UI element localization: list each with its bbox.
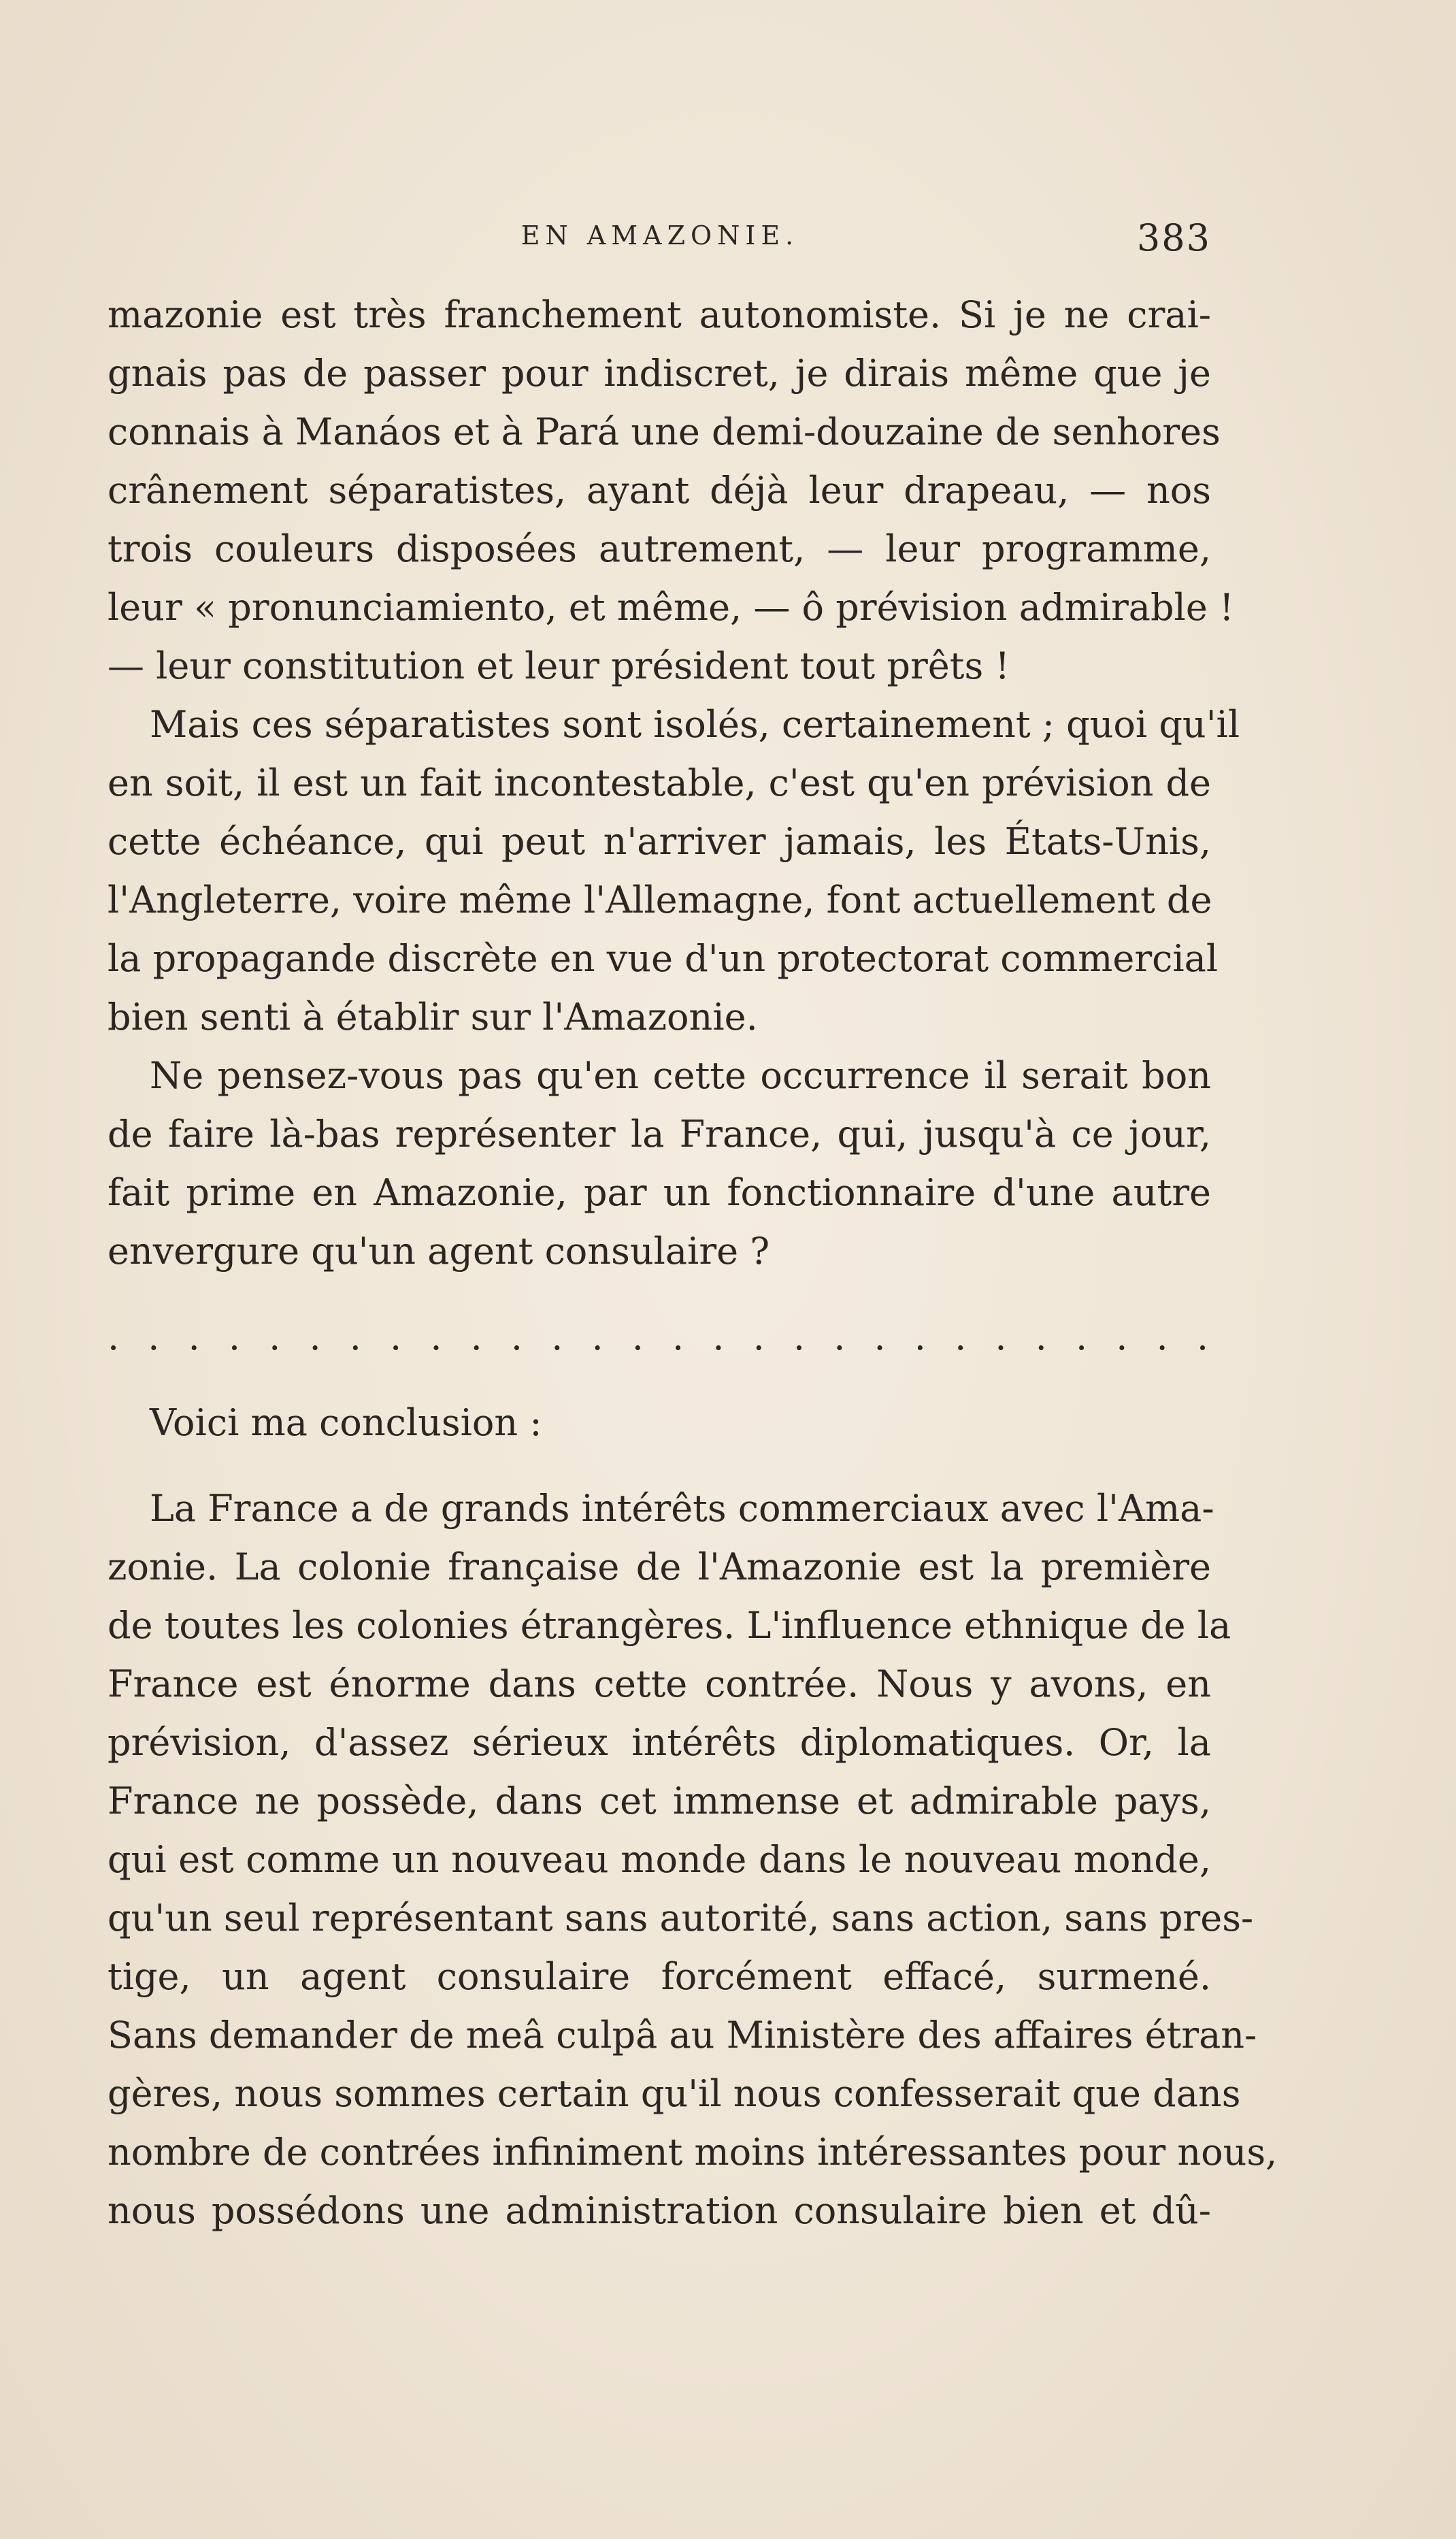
text-line: bien senti à établir sur l'Amazonie. [107,996,758,1038]
text-line: la propagande discrète en vue d'un protectorat commercial [107,937,1219,980]
text-line: mazonie est très franchement autonomiste. Si je ne crai- [107,293,1211,336]
spacer [107,1366,1211,1394]
text-line: gnais pas de passer pour indiscret, je dirais même que je [107,352,1211,395]
text-line: l'Angleterre, voire même l'Allemagne, font actuellement de [107,879,1212,921]
text-line: qui est comme un nouveau monde dans le nouveau monde, [107,1838,1211,1881]
page-header [109,216,1211,257]
text-line: — leur constitution et leur président tout prêts ! [107,644,1010,687]
running-head: EN AMAZONIE. [520,220,799,250]
text-line: La France a de grands intérêts commerciaux avec l'Ama- [150,1487,1214,1530]
text-line: cette échéance, qui peut n'arriver jamais, les États-Unis, [107,820,1211,863]
text-line: crânement séparatistes, ayant déjà leur drapeau, — nos [107,469,1211,512]
text-line: qu'un seul représentant sans autorité, sans action, sans pres- [107,1897,1254,1939]
body-text [107,286,1278,2240]
spacer [107,1281,1211,1308]
text-line: zonie. La colonie française de l'Amazonie est la première [107,1545,1211,1588]
text-line: de toutes les colonies étrangères. L'influence ethnique de la [107,1604,1231,1647]
dot-separator: . . . . . . . . . . . . . . . . . . . . . . . . . . . . [107,1315,1211,1358]
text-line: France ne possède, dans cet immense et admirable pays, [107,1780,1211,1822]
text-line: leur « pronunciamiento, et même, — ô prévision admirable ! [107,586,1234,629]
text-line: en soit, il est un fait incontestable, c'est qu'en prévision de [107,761,1211,804]
text-line: fait prime en Amazonie, par un fonctionnaire d'une autre [107,1171,1211,1214]
text-line: France est énorme dans cette contrée. Nous y avons, en [107,1662,1211,1705]
text-line: envergure qu'un agent consulaire ? [107,1230,770,1273]
text-line: Ne pensez-vous pas qu'en cette occurrence il serait bon [150,1054,1211,1097]
page-number: 383 [1136,216,1211,259]
text-line: nombre de contrées infiniment moins intéressantes pour nous, [107,2131,1278,2174]
spacer [107,1452,1211,1479]
text-line: de faire là-bas représenter la France, qui, jusqu'à ce jour, [107,1113,1211,1156]
text-line: Mais ces séparatistes sont isolés, certainement ; quoi qu'il [150,703,1240,746]
text-line: connais à Manáos et à Pará une demi-douzaine de senhores [107,410,1221,453]
text-line: tige, un agent consulaire forcément effacé, surmené. [107,1955,1211,1998]
text-line: nous possédons une administration consulaire bien et dû- [107,2189,1211,2232]
text-line: Sans demander de meâ culpâ au Ministère des affaires étran- [107,2014,1257,2057]
text-line: prévision, d'assez sérieux intérêts diplomatiques. Or, la [107,1721,1211,1764]
text-line: trois couleurs disposées autrement, — leur programme, [107,527,1211,570]
text-line: gères, nous sommes certain qu'il nous confesserait que dans [107,2072,1241,2115]
text-line: Voici ma conclusion : [150,1401,542,1444]
